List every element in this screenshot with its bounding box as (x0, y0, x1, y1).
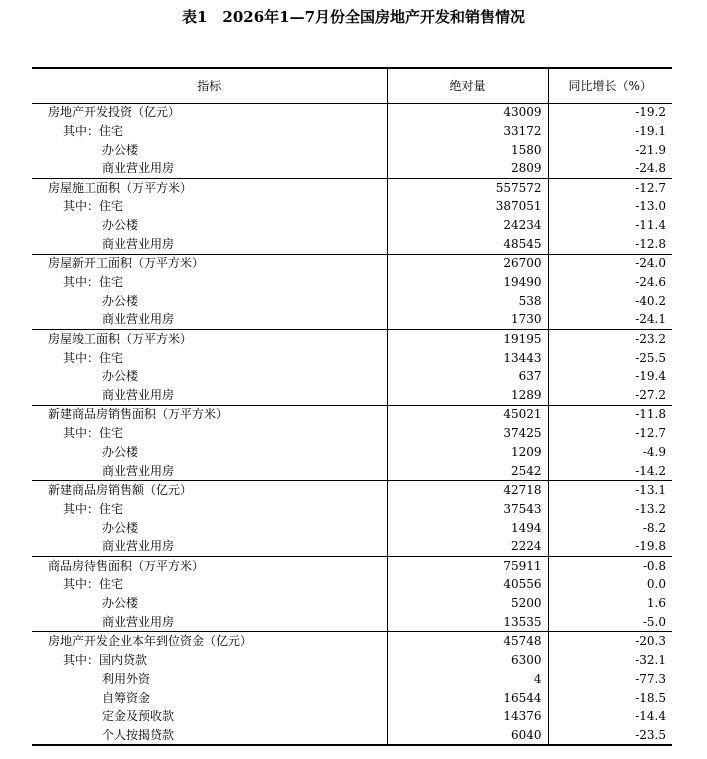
table-row (32, 349, 672, 368)
row-label: 商业营业用房 (102, 388, 175, 403)
row-label: 房地产开发企业本年到位资金（亿元） (32, 632, 387, 651)
row-label: 商业营业用房 (102, 614, 175, 629)
row-value: 1730 (387, 311, 548, 330)
table-row (32, 311, 672, 330)
table-row (32, 462, 672, 481)
row-growth: -25.5 (548, 349, 672, 368)
row-label: 商业营业用房 (102, 161, 175, 176)
row-value: 4 (387, 670, 548, 689)
row-label: 其中：住宅 (63, 350, 124, 365)
header-indicator: 指标 (32, 68, 387, 103)
row-label: 商业营业用房 (102, 539, 175, 554)
table-row (32, 122, 672, 141)
table-row (32, 726, 672, 745)
row-label: 其中：住宅 (63, 577, 124, 592)
row-value: 637 (387, 367, 548, 386)
row-growth: -19.1 (548, 122, 672, 141)
row-growth: -77.3 (548, 670, 672, 689)
row-growth: -19.4 (548, 367, 672, 386)
table-row (32, 386, 672, 405)
table-row (32, 197, 672, 216)
row-label: 其中：住宅 (63, 274, 124, 289)
row-label: 新建商品房销售额（亿元） (32, 481, 387, 500)
row-growth: -27.2 (548, 386, 672, 405)
row-value: 37425 (387, 424, 548, 443)
row-growth: -0.8 (548, 556, 672, 575)
row-label: 办公楼 (102, 520, 139, 535)
row-value: 2809 (387, 160, 548, 179)
row-label: 其中：住宅 (63, 123, 124, 138)
table-row (32, 330, 672, 349)
row-label: 定金及预收款 (102, 709, 175, 724)
row-value: 26700 (387, 254, 548, 273)
table-row (32, 537, 672, 556)
row-growth: -12.7 (548, 179, 672, 198)
row-growth: -8.2 (548, 519, 672, 538)
row-value: 40556 (387, 575, 548, 594)
row-label: 房屋竣工面积（万平方米） (32, 330, 387, 349)
row-value: 13535 (387, 613, 548, 632)
row-growth: -21.9 (548, 141, 672, 160)
row-value: 33172 (387, 122, 548, 141)
row-growth: -40.2 (548, 292, 672, 311)
row-growth: 0.0 (548, 575, 672, 594)
table-row (32, 160, 672, 179)
row-label: 办公楼 (102, 293, 139, 308)
row-value: 45748 (387, 632, 548, 651)
row-label: 办公楼 (102, 218, 139, 233)
row-value: 1209 (387, 443, 548, 462)
row-label: 新建商品房销售面积（万平方米） (32, 405, 387, 424)
table-row (32, 500, 672, 519)
row-value: 1289 (387, 386, 548, 405)
row-label: 利用外资 (102, 671, 151, 686)
table-row (32, 708, 672, 727)
row-growth: -20.3 (548, 632, 672, 651)
table-row (32, 424, 672, 443)
row-growth: -4.9 (548, 443, 672, 462)
row-label: 其中：住宅 (63, 199, 124, 214)
row-value: 538 (387, 292, 548, 311)
row-value: 43009 (387, 103, 548, 122)
row-growth: -19.8 (548, 537, 672, 556)
row-value: 5200 (387, 594, 548, 613)
row-value: 45021 (387, 405, 548, 424)
row-value: 2542 (387, 462, 548, 481)
table-row (32, 556, 672, 575)
row-label: 房地产开发投资（亿元） (48, 105, 181, 120)
row-label: 商业营业用房 (102, 463, 175, 478)
table-row (32, 367, 672, 386)
row-growth: -23.5 (548, 726, 672, 745)
row-value: 1494 (387, 519, 548, 538)
row-growth: -12.7 (548, 424, 672, 443)
row-value: 557572 (387, 179, 548, 198)
row-label: 办公楼 (102, 142, 139, 157)
row-growth: -24.8 (548, 160, 672, 179)
row-growth: -11.8 (548, 405, 672, 424)
row-growth: -24.0 (548, 254, 672, 273)
table-row (32, 292, 672, 311)
row-label: 商业营业用房 (102, 236, 175, 251)
row-label: 个人按揭贷款 (32, 726, 387, 745)
row-growth: -18.5 (548, 689, 672, 708)
row-label: 商业营业用房 (102, 312, 175, 327)
table-row (32, 405, 672, 424)
row-label: 自筹资金 (102, 690, 151, 705)
table-row (32, 235, 672, 254)
row-growth: -24.6 (548, 273, 672, 292)
table-title: 表1 2026年1—7月份全国房地产开发和销售情况 (181, 8, 526, 26)
table-header-row (32, 68, 672, 103)
row-value: 387051 (387, 197, 548, 216)
row-value: 19490 (387, 273, 548, 292)
row-value: 37543 (387, 500, 548, 519)
table-row (32, 632, 672, 651)
row-growth: -11.4 (548, 216, 672, 235)
table-row (32, 179, 672, 198)
table-row (32, 273, 672, 292)
row-growth: -13.1 (548, 481, 672, 500)
table-row (32, 443, 672, 462)
table-body (32, 103, 672, 745)
row-label: 房屋施工面积（万平方米） (32, 179, 387, 198)
row-label: 办公楼 (102, 444, 139, 459)
row-growth: -13.2 (548, 500, 672, 519)
row-value: 16544 (387, 689, 548, 708)
row-label: 办公楼 (102, 596, 139, 611)
row-value: 42718 (387, 481, 548, 500)
row-label: 房屋新开工面积（万平方米） (32, 254, 387, 273)
row-value: 1580 (387, 141, 548, 160)
row-label: 其中：国内贷款 (63, 652, 148, 667)
table-row (32, 216, 672, 235)
table-row (32, 103, 672, 122)
row-value: 19195 (387, 330, 548, 349)
table-row (32, 519, 672, 538)
table-row (32, 651, 672, 670)
row-value: 13443 (387, 349, 548, 368)
row-label: 其中：住宅 (63, 426, 124, 441)
row-value: 14376 (387, 708, 548, 727)
table-row (32, 575, 672, 594)
row-growth: -13.0 (548, 197, 672, 216)
row-growth: -5.0 (548, 613, 672, 632)
row-growth: -24.1 (548, 311, 672, 330)
data-table (32, 67, 672, 746)
row-label: 商品房待售面积（万平方米） (32, 556, 387, 575)
row-growth: -32.1 (548, 651, 672, 670)
row-label: 其中：住宅 (63, 501, 124, 516)
row-value: 6040 (387, 726, 548, 745)
table-row (32, 141, 672, 160)
row-growth: -19.2 (548, 103, 672, 122)
table-row (32, 613, 672, 632)
row-growth: -12.8 (548, 235, 672, 254)
row-value: 2224 (387, 537, 548, 556)
table-row (32, 689, 672, 708)
row-growth: -14.4 (548, 708, 672, 727)
row-value: 75911 (387, 556, 548, 575)
row-label: 办公楼 (102, 369, 139, 384)
table-row (32, 481, 672, 500)
row-value: 48545 (387, 235, 548, 254)
row-value: 24234 (387, 216, 548, 235)
header-growth: 同比增长（%） (548, 68, 672, 103)
row-growth: -14.2 (548, 462, 672, 481)
table-row (32, 254, 672, 273)
row-value: 6300 (387, 651, 548, 670)
header-absolute: 绝对量 (387, 68, 548, 103)
row-growth: 1.6 (548, 594, 672, 613)
table-row (32, 594, 672, 613)
row-growth: -23.2 (548, 330, 672, 349)
table-row (32, 670, 672, 689)
